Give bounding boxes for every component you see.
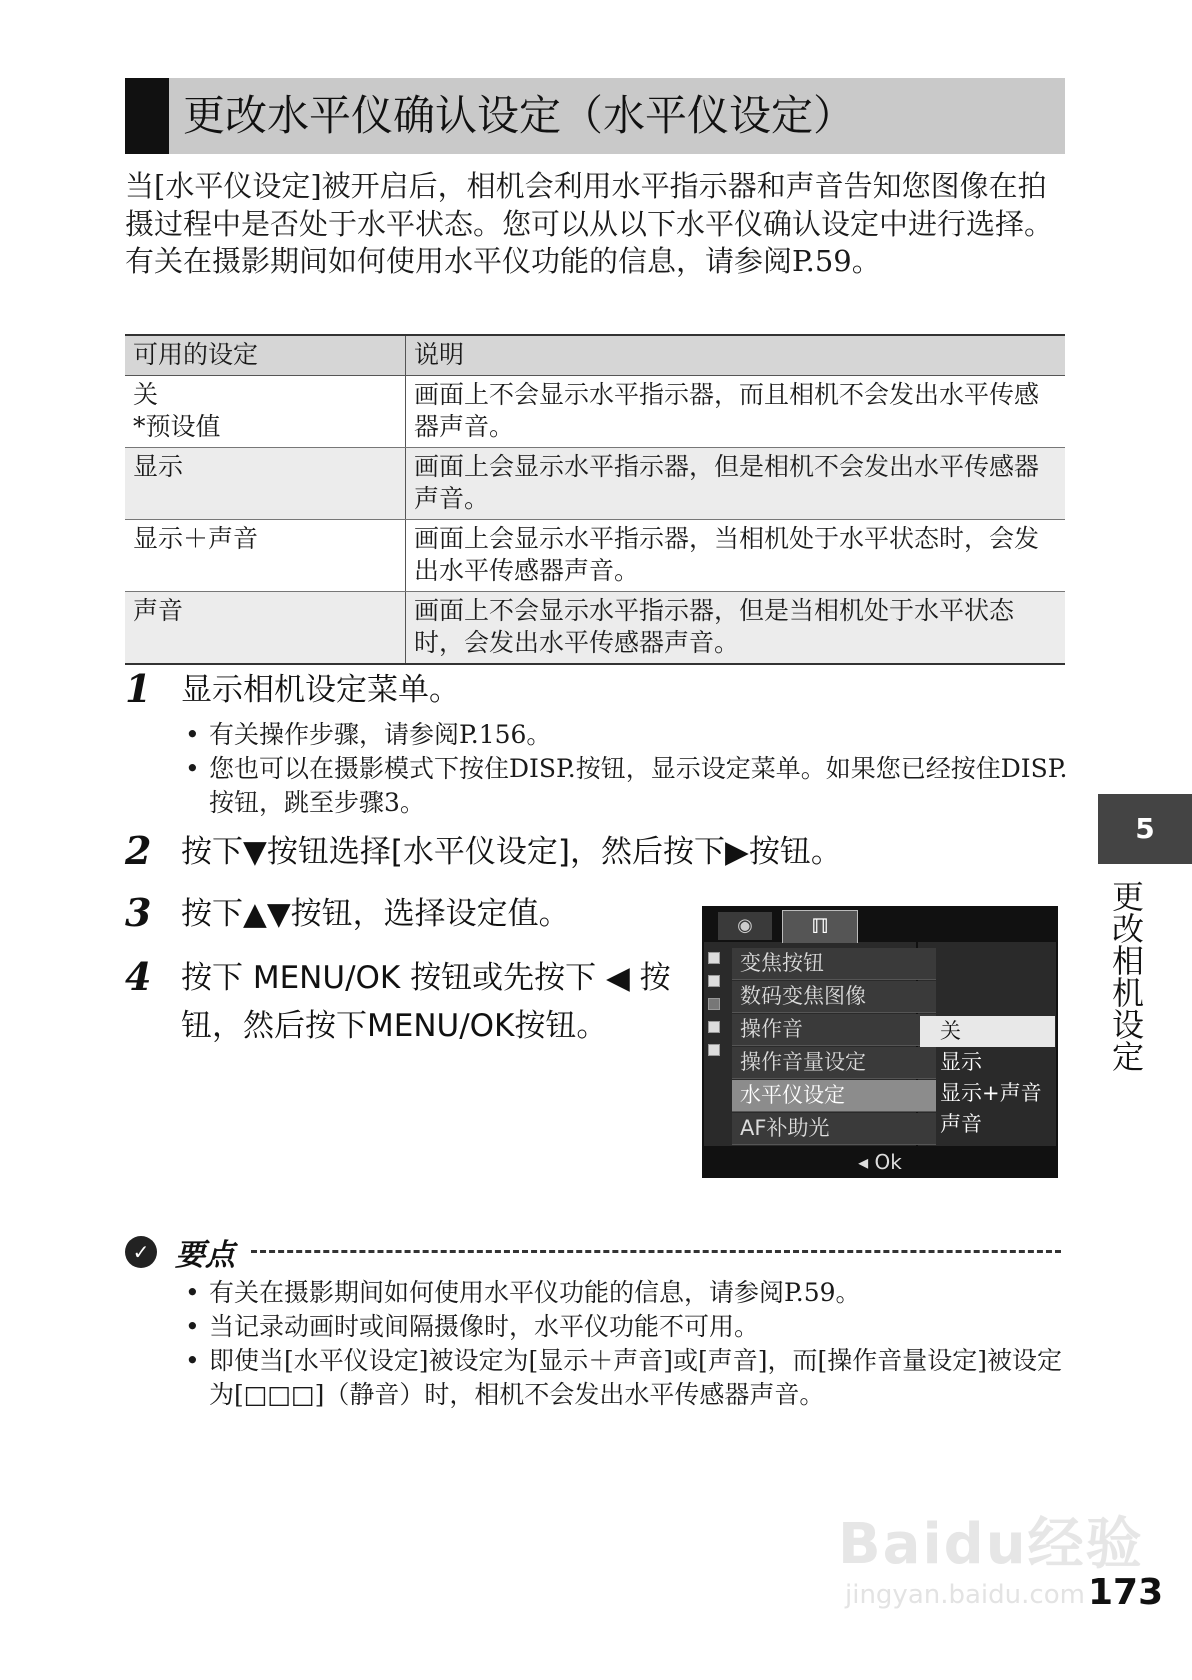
page-title: 更改水平仪确认设定（水平仪设定）: [183, 91, 856, 140]
default-note: *预设值: [133, 412, 221, 441]
section-title-bar: [125, 78, 1065, 154]
memo-label: 要点: [175, 1238, 235, 1273]
menu-item-operation-sound: 操作音: [732, 1014, 936, 1046]
list-item: • 您也可以在摄影模式下按住DISP.按钮，显示设定菜单。如果您已经按住DISP.按钮，跳至步骤3。: [181, 752, 1071, 820]
menu-item-digital-zoom: 数码变焦图像: [732, 981, 936, 1013]
step-number: 1: [125, 666, 152, 711]
option-sound: 声音: [940, 1112, 982, 1136]
setting-cell: [125, 376, 406, 448]
camera-ok-hint: ◂ Ok: [704, 1146, 1056, 1178]
memo-divider: [251, 1250, 1061, 1253]
description-cell: 画面上不会显示水平指示器，但是当相机处于水平状态时，会发出水平传感器声音。: [406, 592, 1066, 665]
camera-menu-tabbar: [704, 908, 1056, 942]
title-marker: [125, 78, 169, 154]
option-off: 关: [920, 1016, 1055, 1047]
camera-option-list: [920, 1016, 1055, 1140]
memo-list: [181, 1276, 1071, 1412]
step-text: 按下▲▼按钮，选择设定值。: [181, 896, 570, 932]
watermark-url: jingyan.baidu.com: [845, 1580, 1085, 1610]
table-row: [125, 448, 1065, 520]
description-cell: 画面上不会显示水平指示器，而且相机不会发出水平传感器声音。: [406, 376, 1066, 448]
menu-item-volume: 操作音量设定: [732, 1047, 936, 1079]
page-number: 173: [1088, 1572, 1164, 1613]
page-marker: [708, 1021, 720, 1033]
setting-name: 关: [133, 380, 159, 409]
table-row: [125, 520, 1065, 592]
step-1-bullets: [181, 718, 1071, 820]
step-text: 显示相机设定菜单。: [181, 672, 460, 708]
chapter-tab-number: 5: [1098, 794, 1192, 864]
step-text-line-2: 钮，然后按下MENU/OK按钮。: [181, 1008, 608, 1044]
column-header-description: 说明: [406, 335, 1066, 376]
camera-icon: ◉: [718, 912, 772, 940]
wrench-icon: ℿ: [782, 910, 858, 943]
step-number: 3: [125, 890, 152, 935]
description-cell: 画面上会显示水平指示器，但是相机不会发出水平传感器声音。: [406, 448, 1066, 520]
step-number: 4: [125, 954, 152, 999]
list-item: • 有关在摄影期间如何使用水平仪功能的信息，请参阅P.59。: [181, 1276, 1071, 1310]
description-cell: 画面上会显示水平指示器，当相机处于水平状态时，会发出水平传感器声音。: [406, 520, 1066, 592]
menu-item-af-assist: AF补助光: [732, 1113, 936, 1145]
page-marker: [708, 975, 720, 987]
list-item: • 当记录动画时或间隔摄像时，水平仪功能不可用。: [181, 1310, 1071, 1344]
settings-table: [125, 334, 1065, 665]
step-text: 按下▼按钮选择[水平仪设定]，然后按下▶按钮。: [181, 834, 842, 870]
table-row: [125, 592, 1065, 665]
option-display: 显示: [940, 1050, 982, 1074]
list-item: • 即使当[水平仪设定]被设定为[显示＋声音]或[声音]，而[操作音量设定]被设定为[□□□]（静音）时，相机不会发出水平传感器声音。: [181, 1344, 1071, 1412]
setting-cell: 显示＋声音: [125, 520, 406, 592]
list-item: • 有关操作步骤，请参阅P.156。: [181, 718, 1071, 752]
setting-cell: 显示: [125, 448, 406, 520]
option-display-sound: 显示+声音: [940, 1081, 1042, 1105]
camera-menu-list: [732, 948, 936, 1146]
step-number: 2: [125, 828, 152, 873]
menu-item-level-setting: 水平仪设定: [732, 1080, 936, 1112]
menu-page-markers: [708, 952, 722, 1067]
memo-header: [125, 1230, 1065, 1273]
memo-icon: ✓: [125, 1236, 157, 1268]
menu-item-zoom-button: 变焦按钮: [732, 948, 936, 980]
table-row: [125, 376, 1065, 448]
page-marker: [708, 952, 720, 964]
intro-paragraph: 当[水平仪设定]被开启后，相机会利用水平指示器和声音告知您图像在拍摄过程中是否处于水平状态。您可以从以下水平仪确认设定中进行选择。有关在摄影期间如何使用水平仪功能的信息，请参阅P.59。: [125, 169, 1054, 278]
step-text-line-1: 按下 MENU/OK 按钮或先按下 ◀ 按: [181, 960, 671, 996]
column-header-setting: 可用的设定: [125, 335, 406, 376]
watermark-logo: Baidu经验: [838, 1512, 1144, 1577]
page-marker: [708, 998, 720, 1010]
camera-menu-screenshot: [702, 906, 1058, 1178]
chapter-tab-label: 更改相机设定: [1107, 880, 1145, 1072]
table-header-row: [125, 335, 1065, 376]
setting-cell: 声音: [125, 592, 406, 665]
page-marker: [708, 1044, 720, 1056]
